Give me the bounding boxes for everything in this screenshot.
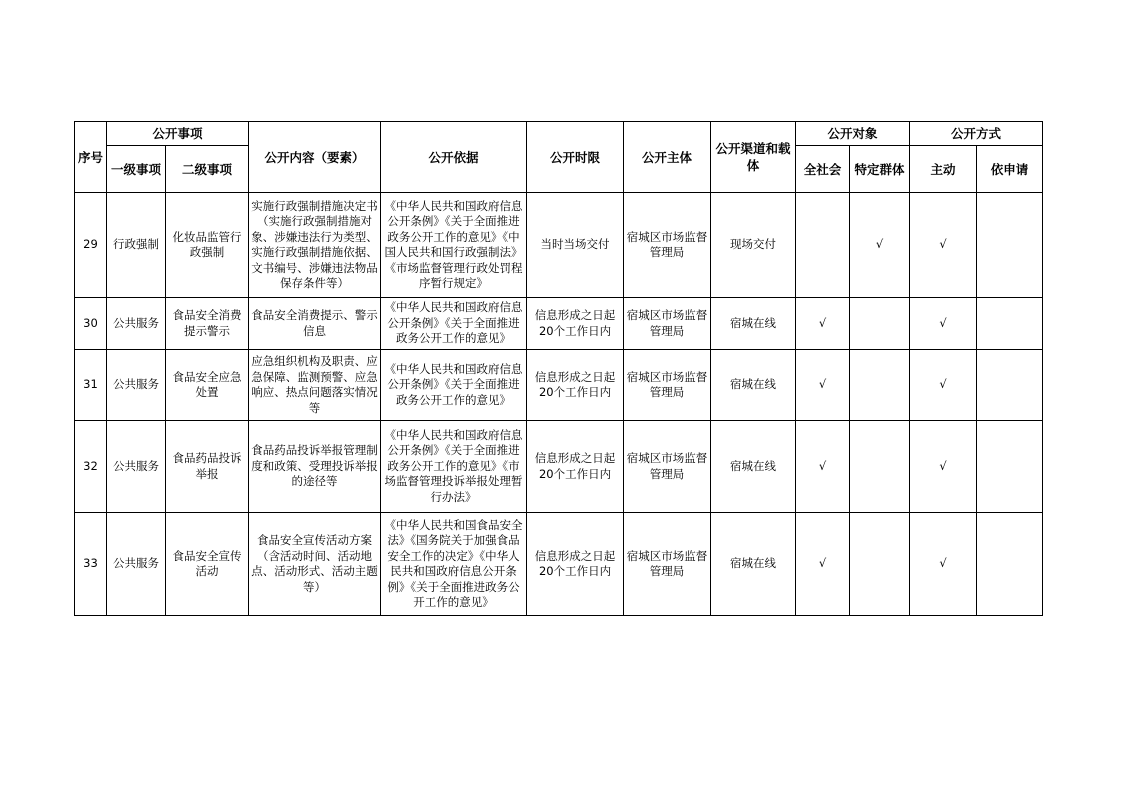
cell-target-specific [850, 513, 910, 616]
cell-method-active: √ [910, 513, 977, 616]
cell-seq: 30 [75, 298, 107, 350]
cell-basis: 《中华人民共和国政府信息公开条例》《关于全面推进政务公开工作的意见》 [381, 298, 527, 350]
cell-channel: 宿城在线 [711, 421, 796, 513]
cell-level1: 公共服务 [107, 513, 166, 616]
table-row [75, 193, 1043, 298]
cell-subject: 宿城区市场监督管理局 [624, 298, 711, 350]
cell-target-all [796, 193, 850, 298]
cell-method-active: √ [910, 298, 977, 350]
cell-level1: 行政强制 [107, 193, 166, 298]
header-target-specific: 特定群体 [850, 146, 910, 193]
header-level1: 一级事项 [107, 146, 166, 193]
cell-content: 应急组织机构及职责、应急保障、监测预警、应急响应、热点问题落实情况等 [249, 350, 381, 421]
cell-level1: 公共服务 [107, 421, 166, 513]
cell-content: 食品安全宣传活动方案（含活动时间、活动地点、活动形式、活动主题等） [249, 513, 381, 616]
cell-subject: 宿城区市场监督管理局 [624, 513, 711, 616]
cell-channel: 现场交付 [711, 193, 796, 298]
cell-target-all: √ [796, 350, 850, 421]
cell-target-specific [850, 350, 910, 421]
cell-target-specific: √ [850, 193, 910, 298]
header-seq: 序号 [75, 122, 107, 193]
header-time: 公开时限 [527, 122, 624, 193]
cell-target-all: √ [796, 513, 850, 616]
cell-time: 当时当场交付 [527, 193, 624, 298]
cell-method-active: √ [910, 421, 977, 513]
table-row [75, 513, 1043, 616]
cell-level1: 公共服务 [107, 298, 166, 350]
cell-method-apply [977, 298, 1043, 350]
cell-seq: 32 [75, 421, 107, 513]
header-target-group: 公开对象 [796, 122, 910, 146]
cell-target-all: √ [796, 421, 850, 513]
cell-basis: 《中华人民共和国政府信息公开条例》《关于全面推进政务公开工作的意见》《市场监督管理投诉举报处理暂行办法》 [381, 421, 527, 513]
cell-target-all: √ [796, 298, 850, 350]
cell-level2: 食品安全消费提示警示 [166, 298, 249, 350]
header-item-group: 公开事项 [107, 122, 249, 146]
header-method-active: 主动 [910, 146, 977, 193]
header-target-all: 全社会 [796, 146, 850, 193]
cell-channel: 宿城在线 [711, 298, 796, 350]
header-method-apply: 依申请 [977, 146, 1043, 193]
cell-content: 食品安全消费提示、警示信息 [249, 298, 381, 350]
table-row [75, 421, 1043, 513]
cell-subject: 宿城区市场监督管理局 [624, 421, 711, 513]
cell-channel: 宿城在线 [711, 513, 796, 616]
cell-method-apply [977, 193, 1043, 298]
cell-seq: 29 [75, 193, 107, 298]
cell-level1: 公共服务 [107, 350, 166, 421]
cell-time: 信息形成之日起20个工作日内 [527, 350, 624, 421]
cell-method-apply [977, 513, 1043, 616]
cell-level2: 食品安全应急处置 [166, 350, 249, 421]
header-channel: 公开渠道和载体 [711, 122, 796, 193]
header-subject: 公开主体 [624, 122, 711, 193]
header-content: 公开内容（要素） [249, 122, 381, 193]
cell-method-apply [977, 421, 1043, 513]
cell-content: 实施行政强制措施决定书（实施行政强制措施对象、涉嫌违法行为类型、实施行政强制措施依据、文书编号、涉嫌违法物品保存条件等） [249, 193, 381, 298]
cell-target-specific [850, 298, 910, 350]
header-level2: 二级事项 [166, 146, 249, 193]
cell-method-active: √ [910, 193, 977, 298]
disclosure-table [74, 121, 1043, 616]
header-method-group: 公开方式 [910, 122, 1043, 146]
cell-subject: 宿城区市场监督管理局 [624, 193, 711, 298]
cell-level2: 食品安全宣传活动 [166, 513, 249, 616]
cell-time: 信息形成之日起20个工作日内 [527, 298, 624, 350]
cell-target-specific [850, 421, 910, 513]
cell-level2: 化妆品监管行政强制 [166, 193, 249, 298]
cell-channel: 宿城在线 [711, 350, 796, 421]
cell-basis: 《中华人民共和国食品安全法》《国务院关于加强食品安全工作的决定》《中华人民共和国政府信息公开条例》《关于全面推进政务公开工作的意见》 [381, 513, 527, 616]
header-basis: 公开依据 [381, 122, 527, 193]
cell-basis: 《中华人民共和国政府信息公开条例》《关于全面推进政务公开工作的意见》 [381, 350, 527, 421]
cell-basis: 《中华人民共和国政府信息公开条例》《关于全面推进政务公开工作的意见》《中国人民共和国行政强制法》《市场监督管理行政处罚程序暂行规定》 [381, 193, 527, 298]
cell-subject: 宿城区市场监督管理局 [624, 350, 711, 421]
cell-seq: 33 [75, 513, 107, 616]
table-row [75, 298, 1043, 350]
cell-seq: 31 [75, 350, 107, 421]
cell-method-active: √ [910, 350, 977, 421]
cell-method-apply [977, 350, 1043, 421]
cell-time: 信息形成之日起20个工作日内 [527, 513, 624, 616]
cell-level2: 食品药品投诉举报 [166, 421, 249, 513]
cell-time: 信息形成之日起20个工作日内 [527, 421, 624, 513]
cell-content: 食品药品投诉举报管理制度和政策、受理投诉举报的途径等 [249, 421, 381, 513]
table-row [75, 350, 1043, 421]
